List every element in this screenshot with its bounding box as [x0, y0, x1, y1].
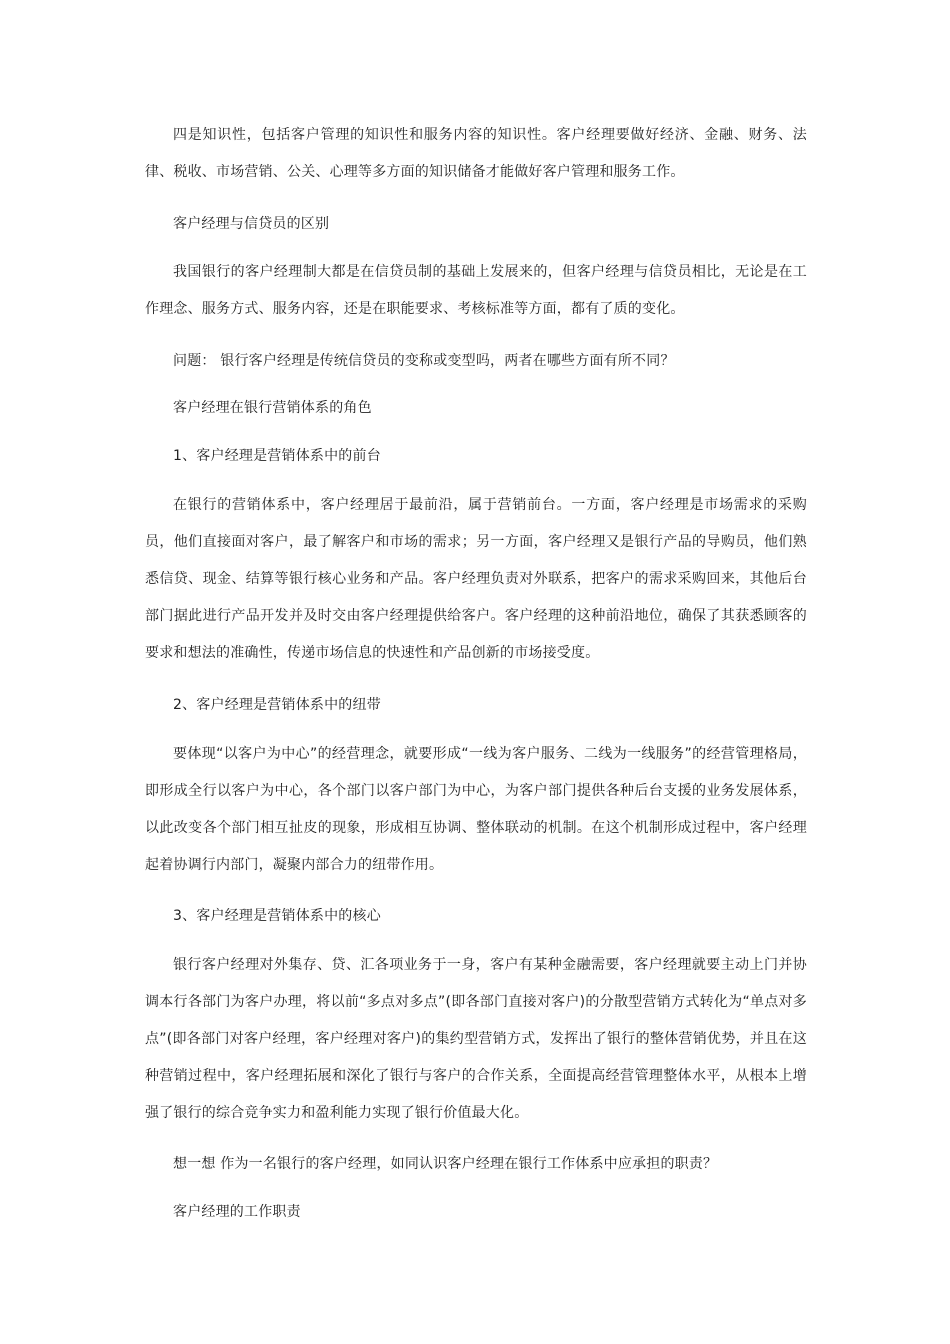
think-line: 想一想 作为一名银行的客户经理，如同认识客户经理在银行工作体系中应承担的职责？ — [173, 1156, 718, 1172]
heading-frontline: 1、客户经理是营销体系中的前台 — [173, 448, 381, 464]
paragraph-frontline: 在银行的营销体系中，客户经理居于最前沿，属于营销前台。一方面，客户经理是市场需求的采购员，他们直接面对客户，最了解客户和市场的需求；另一方面，客户经理又是银行产品的导购员，他们熟悉信贷、现金、结算等银行核心业务和产品。客户经理负责对外联系，把客户的需求采购回来，其他后台部门据此进行产品开发并及时交由客户经理提供给客户。客户经理的这种前沿地位，确保了其获悉顾客的要求和想法的准确性，传递市场信息的快速性和产品创新的市场接受度。 — [145, 497, 807, 661]
heading-role: 客户经理在银行营销体系的角色 — [173, 400, 372, 416]
question-line: 问题： 银行客户经理是传统信贷员的变称或变型吗，两者在哪些方面有所不同？ — [173, 353, 675, 369]
heading-difference: 客户经理与信贷员的区别 — [173, 216, 330, 232]
paragraph-knowledge: 四是知识性，包括客户管理的知识性和服务内容的知识性。客户经理要做好经济、金融、财务、法律、税收、市场营销、公关、心理等多方面的知识储备才能做好客户管理和服务工作。 — [145, 127, 807, 180]
heading-bond: 2、客户经理是营销体系中的纽带 — [173, 697, 381, 713]
paragraph-bond: 要体现“以客户为中心”的经营理念，就要形成“一线为客户服务、二线为一线服务”的经营管理格局，即形成全行以客户为中心，各个部门以客户部门为中心，为客户部门提供各种后台支援的业务发展体系，以此改变各个部门相互扯皮的现象，形成相互协调、整体联动的机制。在这个机制形成过程中，客户经理起着协调行内部门，凝聚内部合力的纽带作用。 — [145, 746, 807, 873]
paragraph-origin: 我国银行的客户经理制大都是在信贷员制的基础上发展来的，但客户经理与信贷员相比，无论是在工作理念、服务方式、服务内容，还是在职能要求、考核标准等方面，都有了质的变化。 — [145, 264, 807, 317]
heading-core: 3、客户经理是营销体系中的核心 — [173, 908, 381, 924]
paragraph-core: 银行客户经理对外集存、贷、汇各项业务于一身，客户有某种金融需要，客户经理就要主动上门并协调本行各部门为客户办理，将以前“多点对多点”(即各部门直接对客户)的分散型营销方式转化为“单点对多点”(即各部门对客户经理，客户经理对客户)的集约型营销方式，发挥出了银行的整体营销优势，并且在这种营销过程中，客户经理拓展和深化了银行与客户的合作关系，全面提高经营管理整体水平，从根本上增强了银行的综合竞争实力和盈利能力实现了银行价值最大化。 — [145, 957, 807, 1121]
heading-duties: 客户经理的工作职责 — [173, 1204, 301, 1220]
